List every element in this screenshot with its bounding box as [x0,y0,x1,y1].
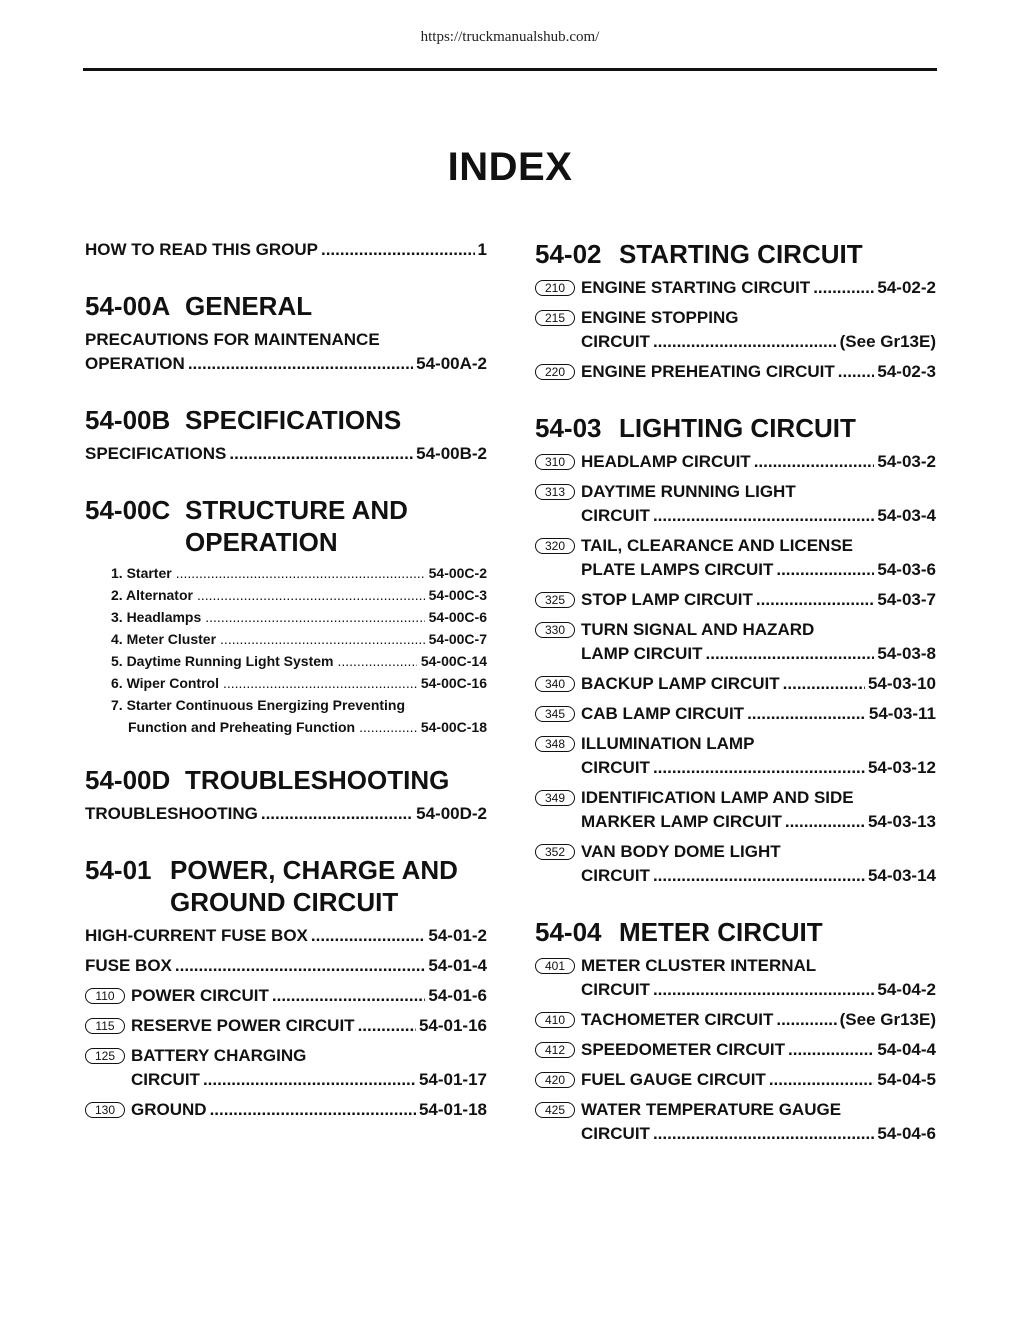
entry-page: 54-03-10 [867,674,936,693]
section-name-line-1: STRUCTURE AND [185,495,408,525]
toc-entry-stop-lamp-circuit[interactable] [535,588,936,612]
subitem-starter-continuous-energizing[interactable] [111,694,487,716]
entry-page: 54-00B-2 [416,444,487,463]
entry-label-cont: PLATE LAMPS CIRCUIT [581,560,774,579]
section-name [170,854,487,918]
dot-leader [205,606,424,628]
section-number: 54-00D [85,765,171,795]
section-name-line-2: OPERATION [185,527,338,557]
entry-page: (See Gr13E) [839,332,936,351]
subitem-page: 54-00C-7 [428,631,487,647]
dot-leader [783,672,865,696]
dot-leader [653,756,865,780]
dot-leader [210,1098,416,1122]
toc-entry-fuse-box[interactable] [85,954,487,978]
toc-entry-battery-charging-circuit[interactable] [85,1044,487,1092]
toc-entry-illumination-lamp-circuit[interactable] [535,732,936,780]
toc-entry-backup-lamp-circuit[interactable] [535,672,936,696]
dot-leader [769,1068,875,1092]
dot-leader [203,1068,416,1092]
dot-leader [754,450,875,474]
entry-label: SPEEDOMETER CIRCUIT [581,1040,786,1059]
dot-leader [747,702,866,726]
toc-entry-reserve-power-circuit[interactable] [85,1014,487,1038]
subitem-headlamps[interactable] [111,606,487,628]
circuit-number-badge: 115 [85,1018,125,1034]
entry-page: 54-01-4 [428,956,487,975]
toc-entry-high-current-fuse-box[interactable] [85,924,487,948]
dot-leader [776,558,874,582]
dot-leader [359,716,417,738]
circuit-number-badge: 330 [535,622,575,638]
toc-entry-tail-clearance-license-lamps[interactable] [535,534,936,582]
circuit-number-badge: 110 [85,988,125,1004]
dot-leader [653,864,865,888]
subitem-label: 2. Alternator [111,587,193,603]
dot-leader [321,238,475,262]
section-name [185,494,487,558]
dot-leader [788,1038,874,1062]
dot-leader [785,810,865,834]
index-column-left [85,238,487,1128]
entry-label: HOW TO READ THIS GROUP [85,240,318,259]
section-heading-54-00b [85,404,487,436]
entry-page: 54-03-14 [867,866,936,885]
entry-label: RESERVE POWER CIRCUIT [131,1016,355,1035]
entry-label: DAYTIME RUNNING LIGHT [581,482,796,501]
circuit-number-badge: 310 [535,454,575,470]
entry-label: SPECIFICATIONS [85,444,227,463]
circuit-number-badge: 348 [535,736,575,752]
source-url[interactable]: https://truckmanualshub.com/ [420,29,600,45]
dot-leader [261,802,413,826]
subitem-label: 5. Daytime Running Light System [111,653,334,669]
subitem-page: 54-00C-6 [428,609,487,625]
entry-page: 1 [477,240,487,259]
entry-page: 54-04-2 [877,980,936,999]
entry-label: TURN SIGNAL AND HAZARD [581,620,815,639]
entry-label: ILLUMINATION LAMP [581,734,755,753]
dot-leader [311,924,425,948]
section-name: TROUBLESHOOTING [185,765,450,795]
toc-entry-engine-preheating-circuit[interactable] [535,360,936,384]
toc-entry-specifications[interactable] [85,442,487,466]
dot-leader [776,1008,836,1032]
circuit-number-badge: 130 [85,1102,125,1118]
entry-label: TAIL, CLEARANCE AND LICENSE [581,536,853,555]
entry-page: 54-03-4 [877,506,936,525]
section-name: STARTING CIRCUIT [619,239,863,269]
section-heading-54-04 [535,916,936,948]
entry-label: IDENTIFICATION LAMP AND SIDE [581,788,854,807]
toc-entry-turn-signal-hazard[interactable] [535,618,936,666]
dot-leader [653,978,874,1002]
dot-leader [838,360,875,384]
circuit-number-badge: 220 [535,364,575,380]
entry-page: 54-01-17 [418,1070,487,1089]
entry-page: 54-04-5 [877,1070,936,1089]
entry-label: WATER TEMPERATURE GAUGE [581,1100,842,1119]
toc-entry-engine-starting-circuit[interactable] [535,276,936,300]
toc-entry-how-to-read[interactable] [85,238,487,262]
subitem-wiper-control[interactable] [111,672,487,694]
index-column-right [535,238,936,1152]
entry-label: FUEL GAUGE CIRCUIT [581,1070,766,1089]
dot-leader [176,562,425,584]
dot-leader [272,984,426,1008]
entry-label: HIGH-CURRENT FUSE BOX [85,926,308,945]
subitem-alternator[interactable] [111,584,487,606]
entry-page: 54-01-2 [428,926,487,945]
entry-label: GROUND [131,1100,207,1119]
subitem-page: 54-00C-14 [420,653,487,669]
dot-leader [358,1014,416,1038]
entry-label-cont: CIRCUIT [581,758,650,777]
entry-label: ENGINE STOPPING [581,308,739,327]
entry-page: 54-03-8 [877,644,936,663]
circuit-number-badge: 345 [535,706,575,722]
entry-label: VAN BODY DOME LIGHT [581,842,781,861]
toc-entry-fuel-gauge-circuit[interactable] [535,1068,936,1092]
circuit-number-badge: 340 [535,676,575,692]
entry-page: 54-03-12 [867,758,936,777]
subitem-label: 6. Wiper Control [111,675,219,691]
dot-leader [653,1122,874,1146]
toc-entry-headlamp-circuit[interactable] [535,450,936,474]
circuit-number-badge: 215 [535,310,575,326]
entry-label: STOP LAMP CIRCUIT [581,590,753,609]
section-heading-54-00a [85,290,487,322]
entry-label: TROUBLESHOOTING [85,804,258,823]
circuit-number-badge: 412 [535,1042,575,1058]
entry-label-cont: MARKER LAMP CIRCUIT [581,812,782,831]
structure-subitem-list [85,562,487,738]
subitem-label: 3. Headlamps [111,609,202,625]
toc-entry-tachometer-circuit[interactable] [535,1008,936,1032]
entry-page: 54-01-6 [428,986,487,1005]
toc-entry-meter-cluster-internal[interactable] [535,954,936,1002]
circuit-number-badge: 210 [535,280,575,296]
subitem-label: 4. Meter Cluster [111,631,217,647]
entry-label-cont: CIRCUIT [581,980,650,999]
circuit-number-badge: 410 [535,1012,575,1028]
entry-page: (See Gr13E) [839,1010,936,1029]
entry-page: 54-00D-2 [416,804,487,823]
toc-entry-daytime-running-light-circuit[interactable] [535,480,936,528]
toc-entry-van-body-dome-light[interactable] [535,840,936,888]
entry-page: 54-03-7 [877,590,936,609]
entry-page: 54-03-6 [877,560,936,579]
entry-label-cont: CIRCUIT [581,506,650,525]
circuit-number-badge: 420 [535,1072,575,1088]
toc-entry-troubleshooting[interactable] [85,802,487,826]
circuit-number-badge: 320 [535,538,575,554]
entry-label: HEADLAMP CIRCUIT [581,452,751,471]
circuit-number-badge: 313 [535,484,575,500]
section-heading-54-00d [85,764,487,796]
dot-leader [229,442,413,466]
entry-page: 54-02-3 [877,362,936,381]
toc-entry-precautions[interactable] [85,328,487,376]
entry-label: METER CLUSTER INTERNAL [581,956,817,975]
circuit-number-badge: 125 [85,1048,125,1064]
entry-page: 54-00A-2 [416,354,487,373]
dot-leader [188,352,413,376]
section-name: SPECIFICATIONS [185,405,402,435]
section-heading-54-01 [85,854,487,918]
dot-leader [223,672,417,694]
dot-leader [653,504,874,528]
section-number: 54-04 [535,917,602,947]
entry-label: CAB LAMP CIRCUIT [581,704,745,723]
section-number: 54-01 [85,855,152,885]
section-name: GENERAL [185,291,313,321]
entry-label: BACKUP LAMP CIRCUIT [581,674,780,693]
circuit-number-badge: 425 [535,1102,575,1118]
page-title: INDEX [447,145,573,189]
subitem-page: 54-00C-3 [428,587,487,603]
entry-page: 54-04-6 [877,1124,936,1143]
section-name-line-1: POWER, CHARGE AND [170,855,458,885]
subitem-meter-cluster[interactable] [111,628,487,650]
dot-leader [220,628,425,650]
dot-leader [706,642,875,666]
toc-entry-engine-stopping-circuit[interactable] [535,306,936,354]
subitem-label: 7. Starter Continuous Energizing Preventing [111,697,406,713]
section-number: 54-00B [85,405,171,435]
section-number: 54-02 [535,239,602,269]
entry-page: 54-01-18 [418,1100,487,1119]
dot-leader [337,650,416,672]
entry-label-cont: CIRCUIT [581,866,650,885]
subitem-label-cont: Function and Preheating Function [128,719,356,735]
toc-entry-ground[interactable] [85,1098,487,1122]
entry-page: 54-04-4 [877,1040,936,1059]
subitem-daytime-running-light[interactable] [111,650,487,672]
entry-label-cont: CIRCUIT [581,332,650,351]
toc-entry-water-temperature-gauge[interactable] [535,1098,936,1146]
entry-page: 54-01-16 [418,1016,487,1035]
circuit-number-badge: 325 [535,592,575,608]
subitem-page: 54-00C-2 [428,565,487,581]
section-number: 54-00C [85,495,171,525]
section-name: LIGHTING CIRCUIT [619,413,856,443]
subitem-page: 54-00C-16 [420,675,487,691]
section-name: METER CIRCUIT [619,917,823,947]
header-rule [83,68,937,71]
dot-leader [175,954,425,978]
subitem-label: 1. Starter [111,565,172,581]
circuit-number-badge: 349 [535,790,575,806]
entry-page: 54-02-2 [877,278,936,297]
circuit-number-badge: 352 [535,844,575,860]
section-number: 54-03 [535,413,602,443]
entry-label: FUSE BOX [85,956,172,975]
toc-entry-speedometer-circuit[interactable] [535,1038,936,1062]
entry-label: ENGINE PREHEATING CIRCUIT [581,362,835,381]
toc-entry-power-circuit[interactable] [85,984,487,1008]
entry-label: TACHOMETER CIRCUIT [581,1010,774,1029]
entry-label: ENGINE STARTING CIRCUIT [581,278,811,297]
subitem-page: 54-00C-18 [420,719,487,735]
entry-label: BATTERY CHARGING [131,1046,307,1065]
entry-label: PRECAUTIONS FOR MAINTENANCE [85,330,380,349]
circuit-number-badge: 401 [535,958,575,974]
toc-entry-cab-lamp-circuit[interactable] [535,702,936,726]
dot-leader [813,276,874,300]
toc-entry-identification-side-marker[interactable] [535,786,936,834]
entry-label-cont: LAMP CIRCUIT [581,644,703,663]
entry-page: 54-03-2 [877,452,936,471]
entry-page: 54-03-13 [867,812,936,831]
entry-label: POWER CIRCUIT [131,986,269,1005]
subitem-starter[interactable] [111,562,487,584]
entry-page: 54-03-11 [868,704,936,723]
entry-label-cont: OPERATION [85,354,185,373]
dot-leader [197,584,425,606]
dot-leader [653,330,837,354]
section-heading-54-00c [85,494,487,558]
subitem-starter-continuous-energizing-cont[interactable] [111,716,487,738]
entry-label-cont: CIRCUIT [581,1124,650,1143]
section-heading-54-02 [535,238,936,270]
entry-label-cont: CIRCUIT [131,1070,200,1089]
section-heading-54-03 [535,412,936,444]
dot-leader [756,588,874,612]
section-name-line-2: GROUND CIRCUIT [170,887,399,917]
section-number: 54-00A [85,291,171,321]
